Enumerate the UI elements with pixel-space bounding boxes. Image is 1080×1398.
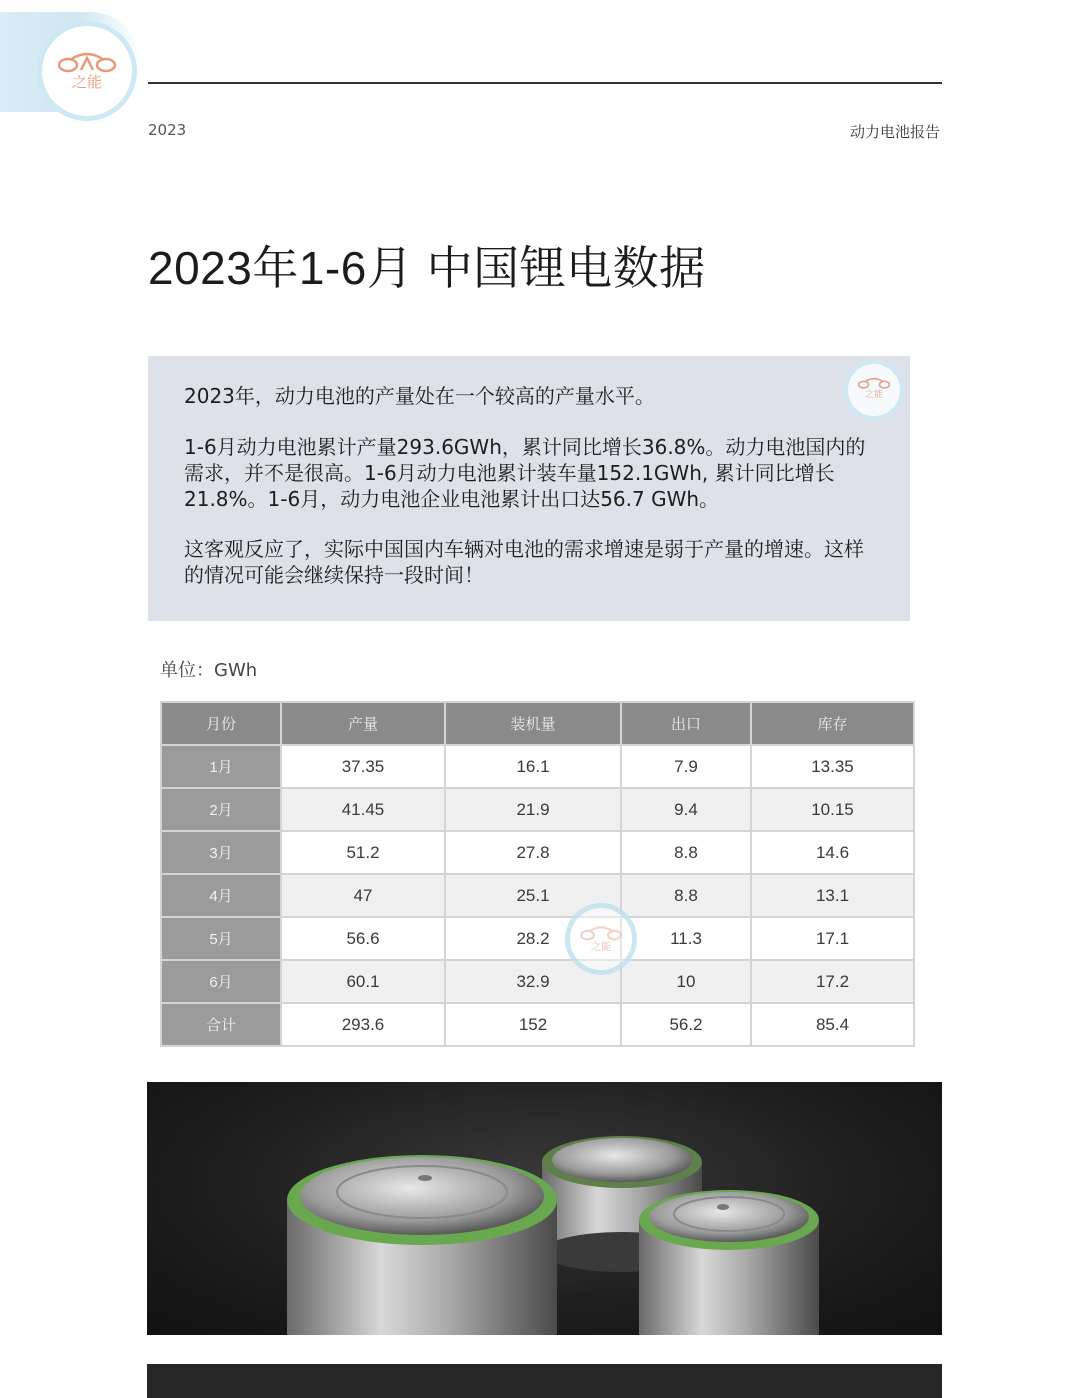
table-cell-month: 2月: [161, 788, 281, 831]
column-header-production: 产量: [281, 702, 445, 745]
brand-logo-badge: [0, 12, 140, 112]
table-row: [161, 831, 914, 874]
button-battery-image-icon: [147, 1082, 942, 1335]
battery-data-table: [160, 701, 915, 1047]
table-cell-installed: 32.9: [445, 960, 621, 1003]
table-cell-month: 5月: [161, 917, 281, 960]
table-cell-inventory: 17.2: [751, 960, 914, 1003]
header-divider: [148, 82, 942, 84]
table-cell-production: 41.45: [281, 788, 445, 831]
table-watermark-text: 之能: [591, 942, 611, 953]
summary-paragraph-3: 这客观反应了，实际中国国内车辆对电池的需求增速是弱于产量的增速。这样的情况可能会继续保持一段时间！: [184, 537, 864, 587]
table-row: [161, 745, 914, 788]
table-cell-inventory: 14.6: [751, 831, 914, 874]
car-logo-icon: [579, 924, 623, 942]
table-header-row: [161, 702, 914, 745]
table-cell-export: 8.8: [621, 874, 751, 917]
column-header-installed: 装机量: [445, 702, 621, 745]
table-cell-installed: 152: [445, 1003, 621, 1046]
table-cell-export: 9.4: [621, 788, 751, 831]
table-cell-export: 8.8: [621, 831, 751, 874]
table-cell-export: 10: [621, 960, 751, 1003]
table-cell-month: 6月: [161, 960, 281, 1003]
table-cell-export: 11.3: [621, 917, 751, 960]
table-cell-total-label: 合计: [161, 1003, 281, 1046]
table-cell-production: 56.6: [281, 917, 445, 960]
summary-watermark-text: 之能: [864, 390, 883, 400]
table-watermark-logo: [570, 908, 632, 970]
table-row: [161, 874, 914, 917]
table-cell-inventory: 17.1: [751, 917, 914, 960]
summary-box: [148, 356, 910, 621]
table-cell-production: 47: [281, 874, 445, 917]
summary-paragraph-2: 1-6月动力电池累计产量293.6GWh，累计同比增长36.8%。动力电池国内的需求，并不是很高。1-6月动力电池累计装车量152.1GWh, 累计同比增长21.8%。1-6月，动力电池企业电池累计出口达56.7 GWh。: [184, 435, 866, 511]
table-cell-installed: 25.1: [445, 874, 621, 917]
table-cell-export: 7.9: [621, 745, 751, 788]
table-cell-inventory: 85.4: [751, 1003, 914, 1046]
summary-paragraph-1: 2023年，动力电池的产量处在一个较高的产量水平。: [184, 384, 655, 408]
table-row: [161, 960, 914, 1003]
table-cell-month: 4月: [161, 874, 281, 917]
table-row: [161, 788, 914, 831]
table-cell-inventory: 13.35: [751, 745, 914, 788]
table-cell-installed: 28.2: [445, 917, 621, 960]
brand-logo: [42, 26, 132, 116]
table-cell-installed: 16.1: [445, 745, 621, 788]
table-cell-production: 60.1: [281, 960, 445, 1003]
column-header-export: 出口: [621, 702, 751, 745]
table-cell-production: 37.35: [281, 745, 445, 788]
table-cell-production: 293.6: [281, 1003, 445, 1046]
table-cell-inventory: 10.15: [751, 788, 914, 831]
table-cell-export: 56.2: [621, 1003, 751, 1046]
summary-watermark-logo: [848, 364, 900, 416]
page-title: 2023年1-6月 中国锂电数据: [148, 242, 706, 294]
unit-label: 单位：GWh: [160, 660, 258, 681]
table-total-row: [161, 1003, 914, 1046]
header-report-name: 动力电池报告: [849, 123, 940, 141]
header-year: 2023: [148, 121, 187, 139]
table-cell-month: 3月: [161, 831, 281, 874]
bottom-section-bar: [147, 1364, 942, 1398]
brand-logo-text: 之能: [71, 73, 102, 91]
car-logo-icon: [857, 376, 891, 390]
table-cell-month: 1月: [161, 745, 281, 788]
car-logo-icon: [56, 50, 118, 74]
battery-photo: [147, 1082, 942, 1335]
table-cell-installed: 21.9: [445, 788, 621, 831]
table-cell-production: 51.2: [281, 831, 445, 874]
column-header-month: 月份: [161, 702, 281, 745]
table-row: [161, 917, 914, 960]
table-cell-inventory: 13.1: [751, 874, 914, 917]
table-cell-installed: 27.8: [445, 831, 621, 874]
column-header-inventory: 库存: [751, 702, 914, 745]
